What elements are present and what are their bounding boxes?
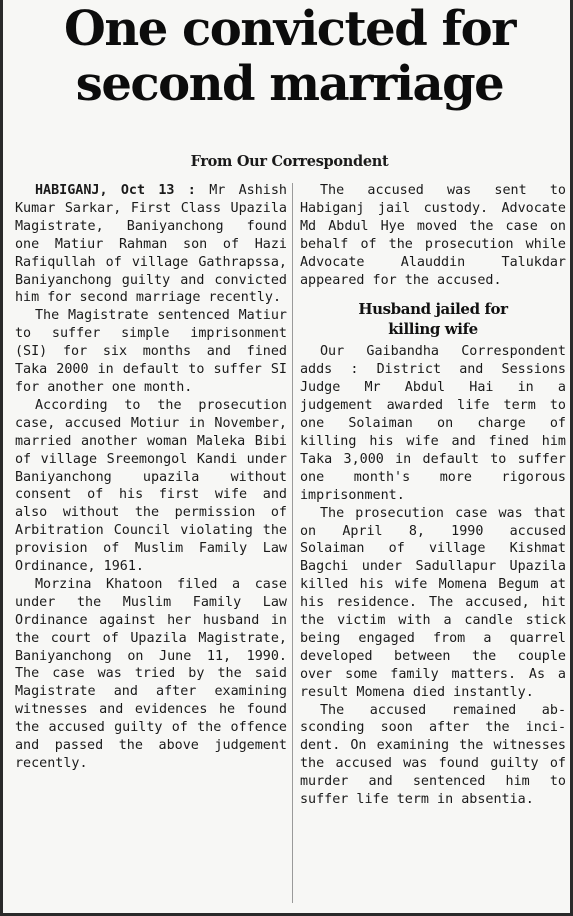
article-paragraph: Our Gaibandha Correspondent adds : District and Sessions Judge Mr Abdul Hai in a judgement awarded life term to one Solaiman on charge of killing his wife and fined him Taka 3,000 in default to suffer one month's more rigorous imprisonment.	[300, 344, 566, 503]
article-paragraph	[15, 182, 287, 307]
column-divider	[292, 183, 293, 903]
article-paragraph: The Magistrate sentenced Matiur to suffer simple imprisonment (SI) for six months and fined Taka 2000 in default to suffer SI for another one month.	[15, 308, 287, 395]
paragraph-text: Mr Ashish Kumar Sarkar, First Class Upazila Magistrate, Baniyanchong found one Matiur Rahman son of Hazi Rafiqullah of village Gathrapssa, Baniyanchong guilty and convicted him for second marriage recently.	[15, 183, 287, 306]
article-paragraph: The accused was sent to Habiganj jail custody. Advocate Md Abdul Hye moved the case on behalf of the prosecution while Advocate Alauddin Talukdar appeared for the accused.	[300, 183, 566, 288]
article-paragraph: According to the prosecution case, accused Motiur in November, married another woman Maleka Bibi of village Sreemongol Kandi under Baniyanchong upazila without consent of his first wife and also without the permission of Arbitration Council violating the provision of Muslim Family Law Ordinance, 1961.	[15, 397, 287, 575]
article-paragraph: Morzina Khatoon filed a case under the Muslim Family Law Ordinance against her husband in the court of Upazila Magistrate, Baniyanchong on June 11, 1990. The case was tried by the said Magistrate and after examining witnesses and evidences he found the accused guilty of the offence and passed the above judgement recently.	[15, 576, 287, 771]
headline	[3, 2, 573, 112]
article-column-right	[300, 182, 566, 809]
article-paragraph: The accused remained absconding soon after the incident. On examining the witnesses the accused was found guilty of murder and sentenced him to suffer life term in absentia.	[300, 702, 566, 808]
subheadline-line-1: Husband jailed for	[358, 300, 508, 319]
headline-line-2: second marriage	[75, 56, 504, 112]
byline: From Our Correspondent	[190, 153, 389, 170]
subheadline	[300, 299, 566, 339]
article-paragraph: The prosecution case was that on April 8, 1990 accused Solaiman of village Kishmat Bagchi under Sadullapur Upazila killed his wife Momena Begum at his residence. The accused, hit the victim with a candle stick being engaged from a quarrel developed between the couple over some family matters. As a result Momena died instantly.	[300, 505, 566, 700]
subheadline-line-2: killing wife	[388, 320, 478, 339]
dateline: HABIGANJ, Oct 13 :	[35, 183, 196, 198]
headline-line-1: One convicted for	[64, 1, 515, 57]
article-column-left	[15, 182, 287, 773]
